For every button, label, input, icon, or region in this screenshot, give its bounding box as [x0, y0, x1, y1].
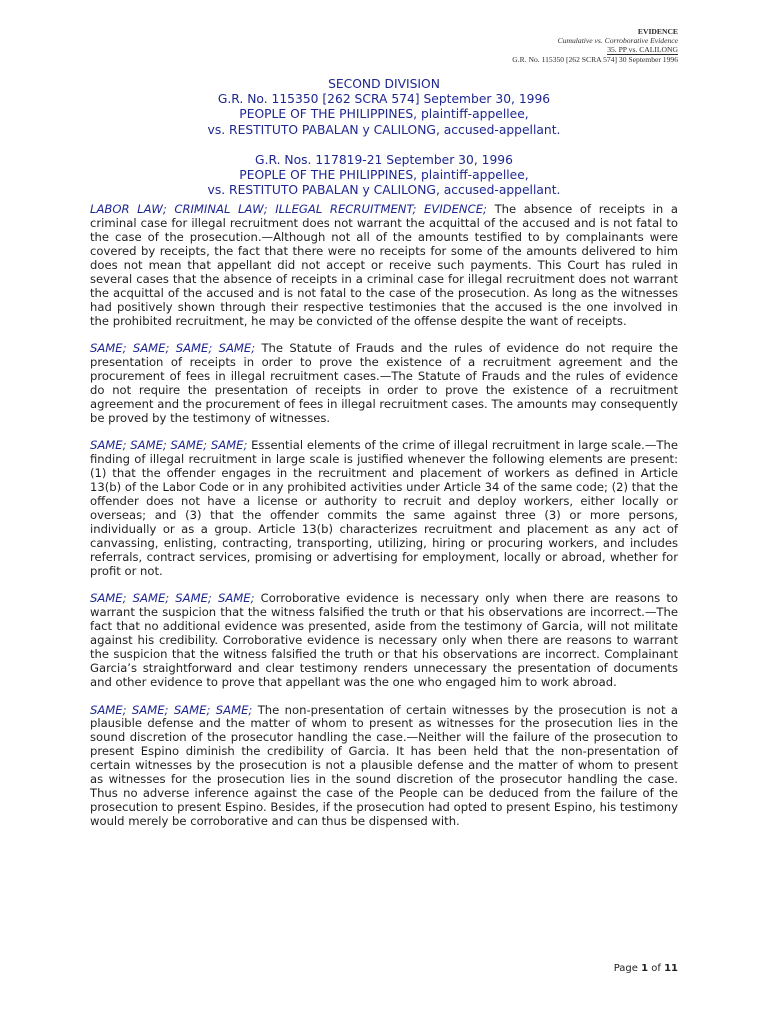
running-header [512, 27, 678, 64]
syllabus-keywords: LABOR LAW; CRIMINAL LAW; ILLEGAL RECRUITMENT; EVIDENCE; [90, 202, 487, 216]
syllabus-keywords: SAME; SAME; SAME; SAME; [90, 591, 255, 606]
case2-gr-number: G.R. Nos. 117819-21 September 30, 1996 [255, 152, 513, 167]
syllabus-text: Corroborative evidence is necessary only when there are reasons to warrant the suspicion that the witness falsified the truth or that his observations are incorrect.—The fact that no additional evidence was presented, aside from the testimony of Garcia, will not militate against his credibility. Corroborative evidence is necessary only when there are reasons to warrant the suspicion that the witness falsified the truth or that his observations are incorrect. Complainant Garcia’s straightforward and clear testimony renders unnecessary the presentation of documents and other evidence to prove that appellant was the one who engaged him to work abroad. [90, 591, 678, 690]
syllabus-paragraph [90, 203, 678, 329]
case1-parties-appellee: PEOPLE OF THE PHILIPPINES, plaintiff-appellee, [239, 107, 529, 122]
syllabus-text: The absence of receipts in a criminal case for illegal recruitment does not warrant the acquittal of the accused and is not fatal to the case of the prosecution.—Although not all of the amounts testified to by complainants were covered by receipts, the fact that there were no receipts for some of the amounts delivered to him does not mean that appellant did not accept or receive such payments. This Court has ruled in several cases that the absence of receipts in a criminal case for illegal recruitment does not warrant the acquittal of the accused and is not fatal to the case of the prosecution. As long as the witnesses had positively shown through their respective testimonies that the accused is the one involved in the prohibited recruitment, he may be convicted of the offense despite the want of receipts. [90, 202, 678, 328]
page-total-number: 11 [664, 963, 678, 974]
syllabus-paragraph [90, 704, 678, 830]
header-case-citation: G.R. No. 115350 [262 SCRA 574] 30 September 1996 [512, 55, 678, 64]
syllabus-keywords: SAME; SAME; SAME; SAME; [90, 702, 253, 717]
page-of-label: of [651, 963, 661, 974]
syllabus-paragraph [90, 592, 678, 690]
syllabus-paragraph [90, 342, 678, 426]
page-current-number: 1 [641, 963, 649, 974]
syllabus-paragraph [90, 439, 678, 579]
case1-parties-appellant: vs. RESTITUTO PABALAN y CALILONG, accused-appellant. [207, 122, 561, 137]
page-label: Page [613, 963, 638, 974]
case-title-block [90, 77, 678, 198]
header-subject: EVIDENCE [637, 27, 678, 36]
page-footer [614, 963, 678, 974]
syllabus-text: Essential elements of the crime of illegal recruitment in large scale.—The finding of illegal recruitment in large scale is justified whenever the following elements are present: (1) that the offender engages in the recruitment and placement of workers as defined in Article 13(b) of the Labor Code or in any prohibited activities under Article 34 of the same code; (2) that the offender does not have a license or authority to recruit and deploy workers, either locally or overseas; and (3) that the offender commits the same against three (3) or more persons, individually or as a group. Article 13(b) characterizes recruitment and placement as any act of canvassing, enlisting, contracting, transporting, utilizing, hiring or procuring workers, and includes referrals, contract services, promising or advertising for employment, locally or abroad, whether for profit or not. [90, 438, 678, 578]
division-title: SECOND DIVISION [328, 77, 440, 91]
syllabus-text: The Statute of Frauds and the rules of evidence do not require the presentation of receipts in order to prove the existence of a recruitment agreement and the procurement of fees in illegal recruitment cases.—The Statute of Frauds and the rules of evidence do not require the presentation of receipts in order to prove the existence of a recruitment agreement and the procurement of fees in illegal recruitment cases. The amounts may consequently be proved by the testimony of witnesses. [90, 341, 678, 425]
syllabus-keywords: SAME; SAME; SAME; SAME; [90, 438, 248, 453]
syllabus-keywords: SAME; SAME; SAME; SAME; [90, 341, 256, 356]
case2-parties-appellee: PEOPLE OF THE PHILIPPINES, plaintiff-appellee, [239, 168, 529, 183]
header-topic: Cumulative vs. Corroborative Evidence [557, 36, 678, 45]
case2-parties-appellant: vs. RESTITUTO PABALAN y CALILONG, accused-appellant. [207, 183, 561, 198]
syllabus-body [90, 203, 678, 843]
case1-gr-number: G.R. No. 115350 [262 SCRA 574] September 30, 1996 [217, 92, 551, 107]
syllabus-text: The non-presentation of certain witnesses by the prosecution is not a plausible defense and the matter of whom to present as witnesses for the prosecution lies in the sound discretion of the prosecutor handling the case.—Neither will the failure of the prosecution to present Espino diminish the credibility of Garcia. It has been held that the non-presentation of certain witnesses by the prosecution is not a plausible defense and the matter of whom to present as witnesses for the prosecution lies in the sound discretion of the prosecutor handling the case. Thus no adverse inference against the case of the People can be deduced from the failure of the prosecution to present Espino. Besides, if the prosecution had opted to present Espino, his testimony would merely be corroborative and can thus be dispensed with. [90, 702, 678, 829]
header-case-name: 35. PP vs. CALILONG [607, 45, 678, 54]
